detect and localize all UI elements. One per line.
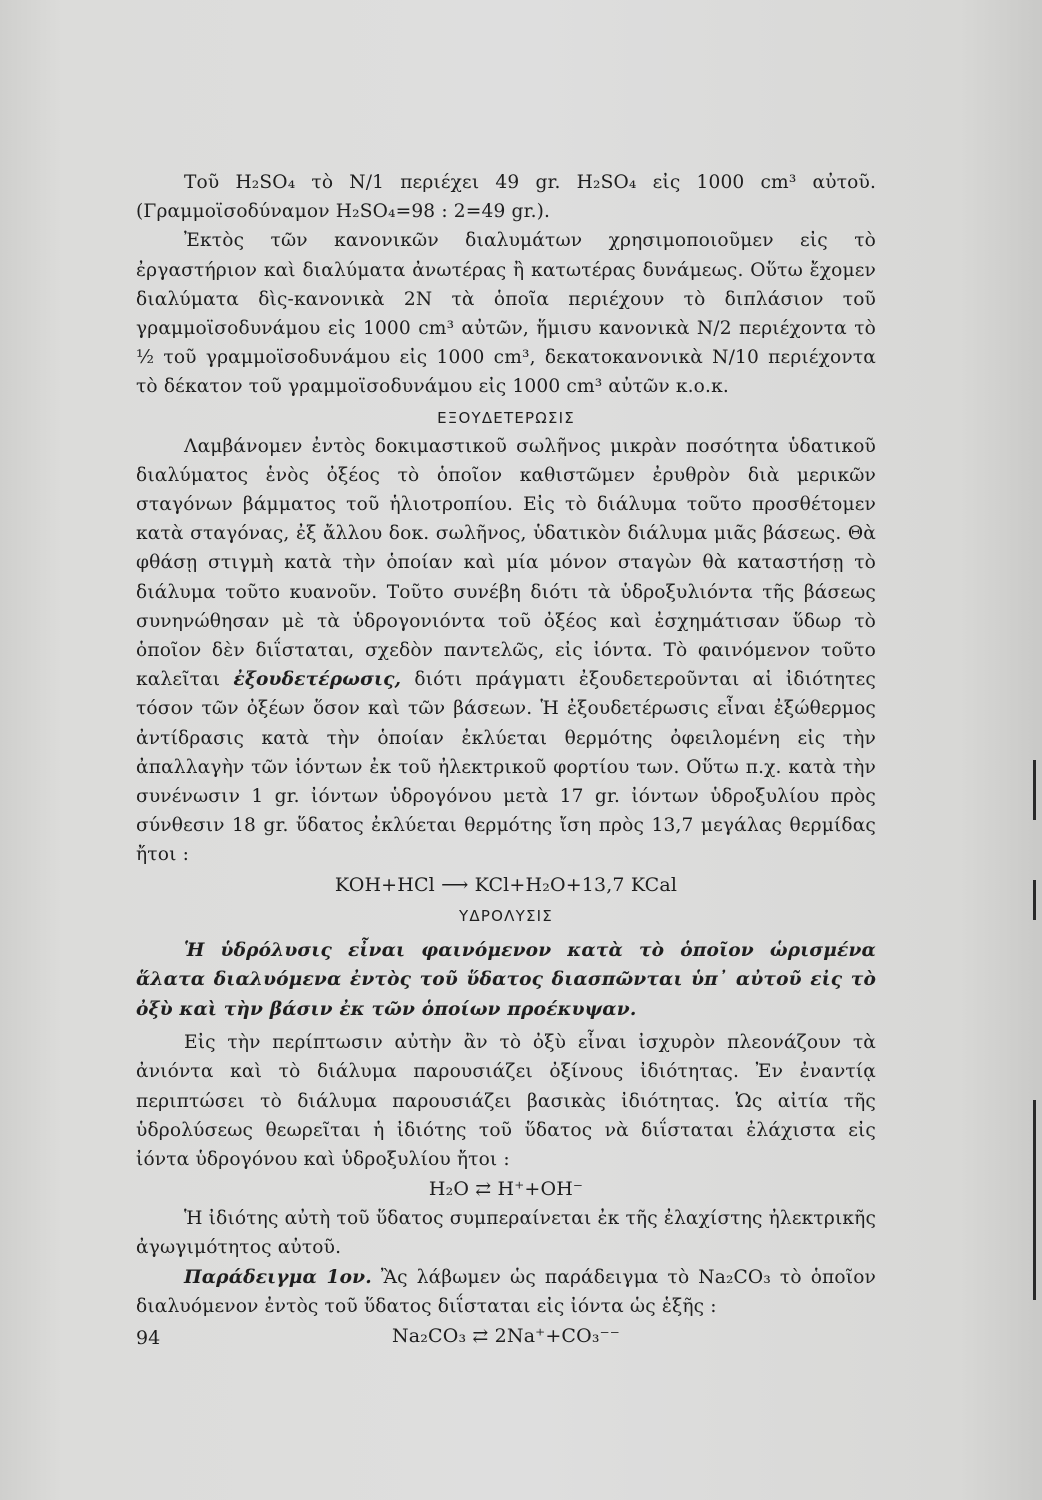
page-number: 94 xyxy=(136,1327,161,1349)
hydrolysis-definition: Ἡ ὑδρόλυσις εἶναι φαινόμενον κατὰ τὸ ὁποῖον ὡρισμένα ἅλατα διαλυόμενα ἐντὸς τοῦ ὕδατος διασπῶνται ὑπ᾽ αὐτοῦ εἰς τὸ ὀξὺ καὶ τὴν βάσιν ἐκ τῶν ὁποίων προέκυψαν. xyxy=(136,939,876,1020)
neutralization-text-1: Λαμβάνομεν ἐντὸς δοκιμαστικοῦ σωλῆνος μικρὰν ποσότητα ὑδατικοῦ διαλύματος ἑνὸς ὀξέος τὸ ὁποῖον καθιστῶμεν ἐρυθρὸν διὰ μερικῶν σταγόνων βάμματος τοῦ ἡλιοτροπίου. Εἰς τὸ διάλυμα τοῦτο προσθέτομεν κατὰ σταγόνας, ἐξ ἄλλου δοκ. σωλῆνος, ὑδατικὸν διάλυμα μιᾶς βάσεως. Θὰ φθάσῃ στιγμὴ κατὰ τὴν ὁποίαν καὶ μία μόνον σταγὼν θὰ καταστήσῃ τὸ διάλυμα τοῦτο κυανοῦν. Τοῦτο συνέβη διότι τὰ ὑδροξυλιόντα τῆς βάσεως συνηνώθησαν μὲ τὰ ὑδρογονιόντα τοῦ ὀξέος καὶ ἐσχημάτισαν ὕδωρ τὸ ὁποῖον δὲν διΐσταται, σχεδὸν παντελῶς, εἰς ἰόντα. Τὸ φαινόμενον τοῦτο καλεῖται xyxy=(136,435,876,691)
neutralization-equation: KOH+HCl ⟶ KCl+H₂O+13,7 KCal xyxy=(334,873,678,896)
intro-paragraph-2: Ἐκτὸς τῶν κανονικῶν διαλυμάτων χρησιμοποιοῦμεν εἰς τὸ ἐργαστήριον καὶ διαλύματα ἀνωτέρας ἢ κατωτέρας δυνάμεως. Οὕτω ἔχομεν διαλύματα δὶς-κανονικὰ 2N τὰ ὁποῖα περιέχουν τὸ διπλάσιον τοῦ γραμμοϊσοδυνάμου εἰς 1000 cm³ αὐτῶν, ἥμισυ κανονικὰ N/2 περιέχοντα τὸ ½ τοῦ γραμμοϊσοδυνάμου εἰς 1000 cm³, δεκατοκανονικὰ N/10 περιέχοντα τὸ δέκατον τοῦ γραμμοϊσοδυνάμου εἰς 1000 cm³ αὐτῶν κ.ο.κ. xyxy=(136,230,876,398)
intro-paragraph-1: Τοῦ H₂SO₄ τὸ N/1 περιέχει 49 gr. H₂SO₄ εἰς 1000 cm³ αὐτοῦ. (Γραμμοϊσοδύναμον H₂SO₄=98 : 2=49 gr.). xyxy=(136,172,876,223)
page-text xyxy=(136,168,876,1351)
page-edge-mark xyxy=(1033,760,1036,820)
neutralization-paragraph xyxy=(136,432,876,870)
section-heading-neutralization: ΕΞΟΥΔΕΤΕΡΩΣΙΣ xyxy=(437,408,575,427)
neutralization-term: ἐξουδετέρωσις, xyxy=(233,669,402,691)
neutralization-text-2: διότι πράγματι ἐξουδετεροῦνται αἱ ἰδιότητες τόσον τῶν ὀξέων ὅσον καὶ τῶν βάσεων. Ἡ ἐξουδετέρωσις εἶναι ἐξώθερμος ἀντίδρασις κατὰ τὴν ὁποίαν ἐκλύεται θερμότης ὀφειλομένη εἰς τὴν ἀπαλλαγὴν τῶν ἰόντων ἐκ τοῦ ἠλεκτρικοῦ φορτίου των. Οὕτω π.χ. κατὰ τὴν συνένωσιν 1 gr. ἰόντων ὑδρογόνου μετὰ 17 gr. ἰόντων ὑδροξυλίου πρὸς σύνθεσιν 18 gr. ὕδατος ἐκλύεται θερμότης ἴση πρὸς 13,7 μεγάλας θερμίδας ἤτοι : xyxy=(136,669,876,866)
hydrolysis-paragraph-1: Εἰς τὴν περίπτωσιν αὐτὴν ἂν τὸ ὀξὺ εἶναι ἰσχυρὸν πλεονάζουν τὰ ἀνιόντα καὶ τὸ διάλυμα παρουσιάζει ὀξίνους ἰδιότητας. Ἐν ἐναντίᾳ περιπτώσει τὸ διάλυμα παρουσιάζει βασικὰς ἰδιότητας. Ὡς αἰτία τῆς ὑδρολύσεως θεωρεῖται ἡ ἰδιότης τοῦ ὕδατος νὰ διΐσταται ἐλάχιστα εἰς ἰόντα ὑδρογόνου καὶ ὑδροξυλίου ἤτοι : xyxy=(136,1032,876,1170)
hydrolysis-paragraph-2: Ἡ ἰδιότης αὐτὴ τοῦ ὕδατος συμπεραίνεται ἐκ τῆς ἐλαχίστης ἠλεκτρικῆς ἀγωγιμότητος αὐτοῦ. xyxy=(136,1208,877,1259)
sodium-carbonate-equation: Na₂CO₃ ⇄ 2Na⁺+CO₃⁻⁻ xyxy=(392,1325,620,1347)
example-paragraph xyxy=(136,1263,876,1321)
page-edge-mark xyxy=(1033,1100,1036,1300)
example-label: Παράδειγμα 1ον. xyxy=(184,1266,372,1288)
page-edge-mark xyxy=(1033,880,1036,920)
example-text: Ἂς λάβωμεν ὡς παράδειγμα τὸ Na₂CO₃ τὸ ὁποῖον διαλυόμενον ἐντὸς τοῦ ὕδατος διΐσταται εἰς ἰόντα ὡς ἑξῆς : xyxy=(136,1266,876,1317)
water-dissociation-equation: H₂O ⇄ H⁺+OH⁻ xyxy=(428,1178,584,1201)
section-heading-hydrolysis: ΥΔΡΟΛΥΣΙΣ xyxy=(459,906,553,925)
